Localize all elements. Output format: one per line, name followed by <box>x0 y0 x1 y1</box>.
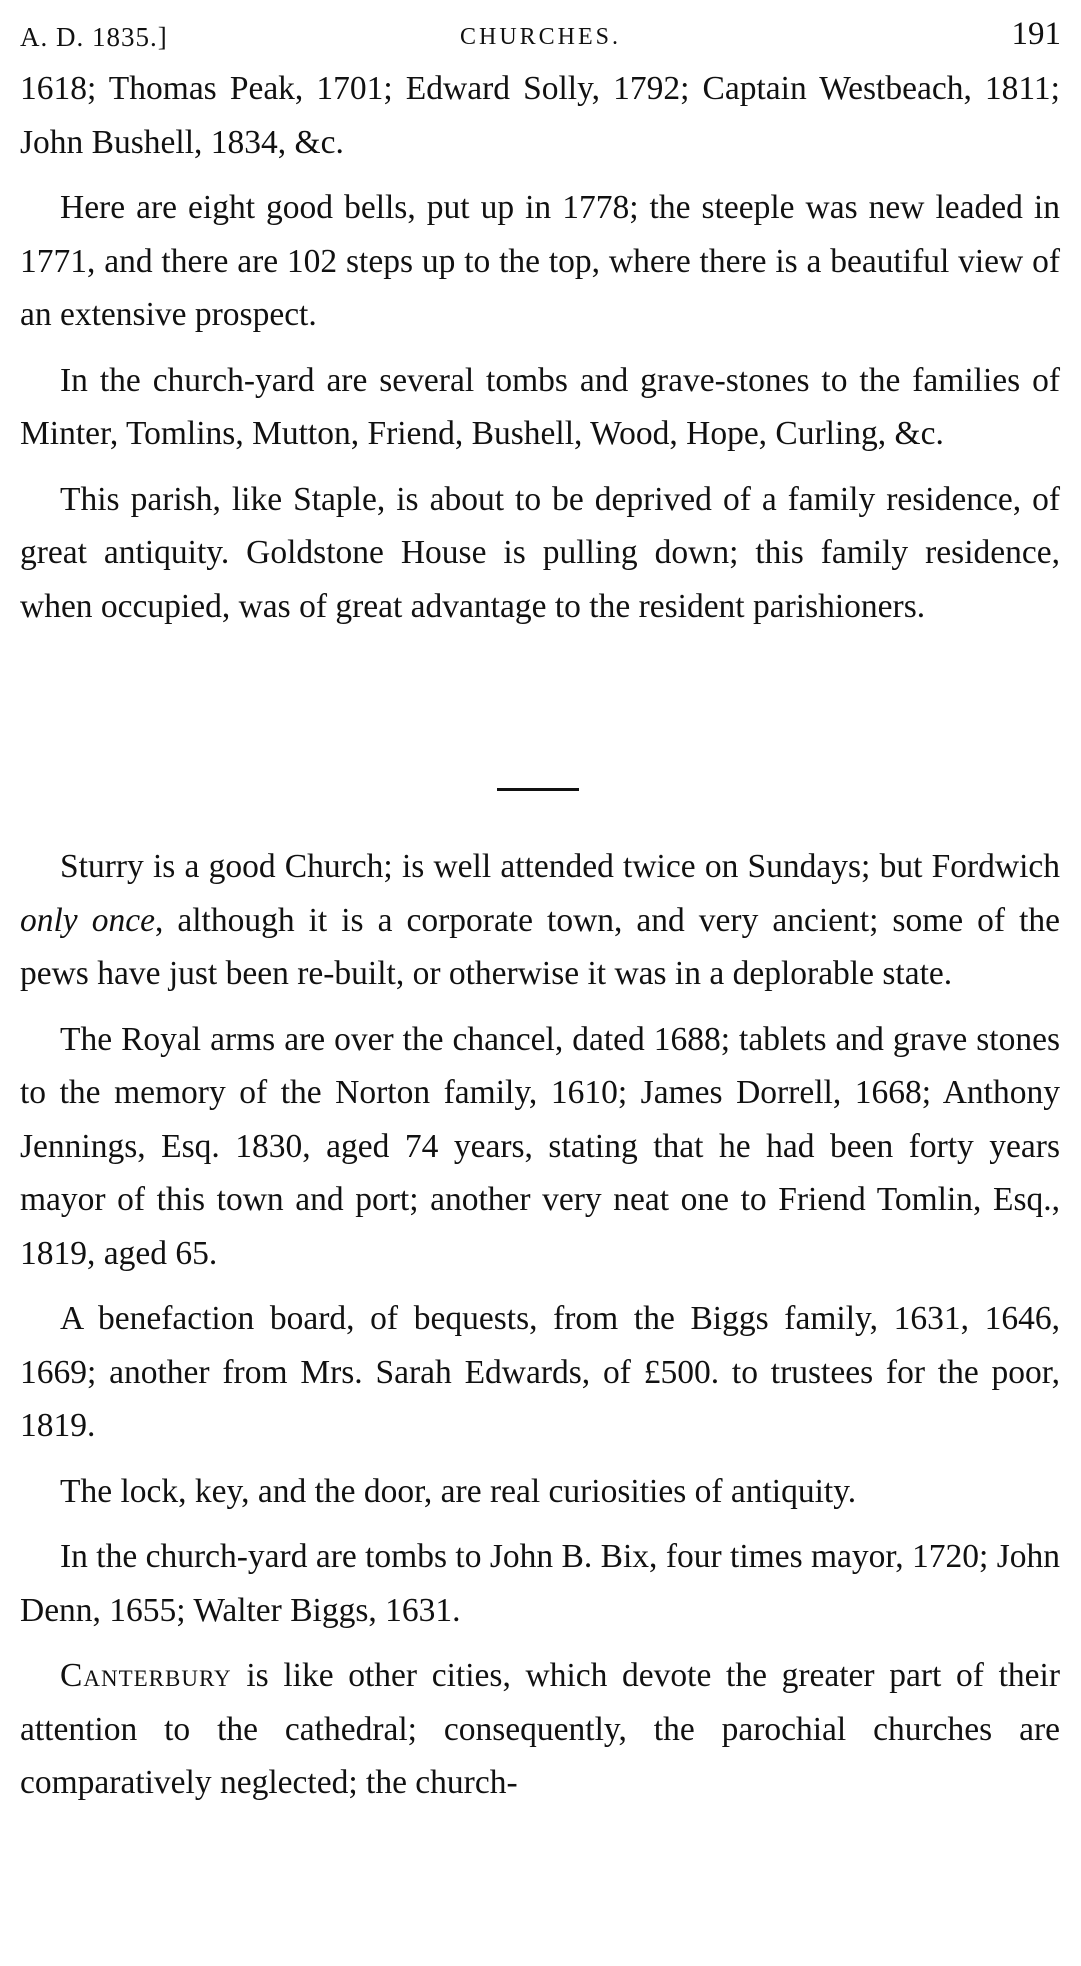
paragraph-burials-list: 1618; Thomas Peak, 1701; Edward Solly, 1792; Captain Westbeach, 1811; John Bushell, 1834, &c. <box>20 70 1060 161</box>
sturry-emphasis: only once <box>20 901 155 939</box>
section-sturry-fordwich <box>20 840 1060 1810</box>
sturry-text-end: , although it is a corporate town, and very ancient; some of the pews have just been re-built, or otherwise it was in a deplorable state. <box>20 901 1060 992</box>
paragraph-sturry-church <box>20 840 1060 1001</box>
paragraph-canterbury <box>20 1649 1060 1810</box>
paragraph-lock-key-door: The lock, key, and the door, are real curiosities of antiquity. <box>60 1472 857 1510</box>
paragraph-benefaction-board: A benefaction board, of bequests, from the Biggs family, 1631, 1646, 1669; another from Mrs. Sarah Edwards, of £500. to trustees for the poor, 1819. <box>20 1300 1060 1444</box>
paragraph-churchyard-tombs: In the church-yard are several tombs and grave-stones to the families of Minter, Tomlins, Mutton, Friend, Bushell, Wood, Hope, Curling, &c. <box>20 361 1060 452</box>
section-divider <box>497 788 579 791</box>
running-head <box>20 14 1061 58</box>
running-head-title: CHURCHES. <box>459 24 622 50</box>
paragraph-bells: Here are eight good bells, put up in 1778; the steeple was new leaded in 1771, and there are 102 steps up to the top, where there is a beautiful view of an extensive prospect. <box>20 189 1060 333</box>
canterbury-smallcaps: Canterbury <box>60 1657 232 1694</box>
page-number: 191 <box>1011 16 1061 52</box>
running-head-date: A. D. 1835.] <box>20 22 168 52</box>
paragraph-royal-arms: The Royal arms are over the chancel, dated 1688; tablets and grave stones to the memory of the Norton family, 1610; James Dorrell, 1668; Anthony Jennings, Esq. 1830, aged 74 years, stating that he had been forty years mayor of this town and port; another very neat one to Friend Tomlin, Esq., 1819, aged 65. <box>20 1020 1060 1272</box>
paragraph-fordwich-churchyard: In the church-yard are tombs to John B. Bix, four times mayor, 1720; John Denn, 1655; Walter Biggs, 1631. <box>20 1538 1060 1629</box>
paragraph-goldstone-house: This parish, like Staple, is about to be deprived of a family residence, of great antiquity. Goldstone House is pulling down; this family residence, when occupied, was of great advantage to the resident parishioners. <box>20 480 1060 625</box>
section-goodnestone <box>20 62 1060 633</box>
sturry-text-start: Sturry is a good Church; is well attended twice on Sundays; but Fordwich <box>60 848 1060 885</box>
canterbury-text: is like other cities, which devote the greater part of their attention to the cathedral; consequently, the parochial churches are comparatively neglected; the church- <box>20 1657 1060 1801</box>
